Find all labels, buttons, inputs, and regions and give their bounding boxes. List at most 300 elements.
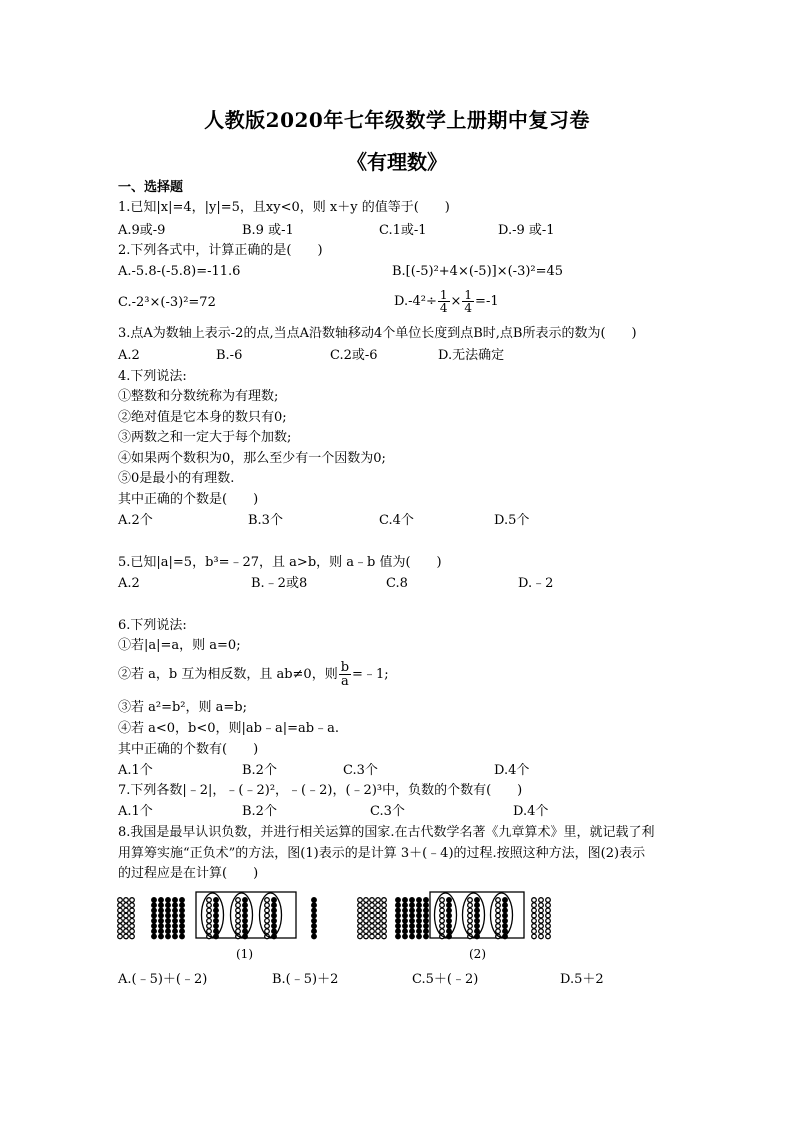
q8-option-a: A.(﹣5)＋(﹣2)	[118, 972, 208, 987]
black-rod-bead	[312, 913, 317, 918]
white-rod-bead	[532, 898, 537, 903]
black-rod-bead	[159, 924, 164, 929]
black-rod-bead	[312, 908, 317, 913]
white-rod-bead	[468, 929, 473, 934]
white-rod-bead	[539, 934, 544, 939]
q7-option-c: C.3个	[370, 804, 405, 819]
black-rod-bead	[475, 913, 480, 918]
white-rod-bead	[539, 898, 544, 903]
black-rod-bead	[166, 913, 171, 918]
fraction-denominator: 4	[439, 301, 448, 315]
q5-option-b: B.﹣2或8	[251, 576, 308, 591]
q4-option-c: C.4个	[379, 513, 414, 528]
white-rod-bead	[468, 908, 473, 913]
black-rod-bead	[180, 924, 185, 929]
question-7-stem: 7.下列各数|﹣2|，﹣(﹣2)²，﹣(﹣2)，(﹣2)³中，负数的个数有( )	[118, 783, 523, 798]
white-rod-bead	[382, 908, 387, 913]
figure-2-caption: (2)	[469, 947, 486, 961]
pairing-oval	[260, 893, 282, 937]
black-rod-bead	[403, 898, 408, 903]
white-rod-bead	[382, 934, 387, 939]
black-rod-bead	[312, 934, 317, 939]
white-rod-bead	[358, 913, 363, 918]
black-rod-bead	[396, 919, 401, 924]
black-rod-bead	[180, 908, 185, 913]
black-rod-bead	[272, 924, 277, 929]
black-rod-bead	[180, 919, 185, 924]
black-rod-bead	[396, 929, 401, 934]
white-rod-bead	[364, 924, 369, 929]
black-rod-bead	[159, 903, 164, 908]
q6-statement-3: ③若 a²=b²，则 a=b;	[118, 700, 247, 715]
black-rod-bead	[503, 924, 508, 929]
black-rod-bead	[403, 934, 408, 939]
white-rod-bead	[207, 929, 212, 934]
q2-option-c: C.-2³×(-3)²=72	[118, 295, 216, 310]
white-rod-bead	[546, 929, 551, 934]
black-rod-bead	[152, 898, 157, 903]
black-rod-bead	[447, 908, 452, 913]
white-rod-bead	[236, 913, 241, 918]
white-rod-bead	[364, 903, 369, 908]
white-rod-bead	[539, 924, 544, 929]
q4-statement-2: ②绝对值是它本身的数只有0;	[118, 410, 287, 425]
black-rod-bead	[475, 908, 480, 913]
fraction-numerator: b	[340, 660, 350, 675]
white-rod-bead	[358, 924, 363, 929]
white-rod-bead	[118, 929, 123, 934]
black-rod-bead	[312, 924, 317, 929]
white-rod-bead	[496, 913, 501, 918]
white-rod-bead	[376, 908, 381, 913]
black-rod-bead	[243, 919, 248, 924]
black-rod-bead	[410, 903, 415, 908]
white-rod-bead	[546, 898, 551, 903]
white-rod-bead	[546, 913, 551, 918]
q2-option-d-fraction-2	[462, 289, 474, 314]
black-rod-bead	[403, 903, 408, 908]
white-rod-bead	[358, 908, 363, 913]
question-5-stem: 5.已知|a|=5，b³=﹣27，且 a>b，则 a﹣b 值为( )	[118, 555, 442, 570]
white-rod-bead	[265, 898, 270, 903]
black-rod-bead	[396, 903, 401, 908]
black-rod-bead	[166, 934, 171, 939]
q3-option-d: D.无法确定	[438, 348, 505, 363]
white-rod-bead	[539, 908, 544, 913]
black-rod-bead	[417, 929, 422, 934]
white-rod-bead	[496, 908, 501, 913]
black-rod-bead	[410, 908, 415, 913]
q2-option-d-suffix: =-1	[475, 294, 499, 309]
fraction-numerator: 1	[439, 288, 448, 302]
white-rod-bead	[440, 908, 445, 913]
white-rod-bead	[207, 908, 212, 913]
white-rod-bead	[124, 903, 129, 908]
white-rod-bead	[118, 903, 123, 908]
white-rod-bead	[532, 929, 537, 934]
white-rod-bead	[546, 903, 551, 908]
q2-option-a: A.-5.8-(-5.8)=-11.6	[118, 264, 241, 279]
white-rod-bead	[130, 903, 135, 908]
white-rod-bead	[532, 924, 537, 929]
black-rod-bead	[475, 898, 480, 903]
pairing-oval	[491, 893, 513, 937]
fraction-denominator: a	[341, 674, 349, 689]
q6-statement-4: ④若 a<0，b<0，则|ab﹣a|=ab﹣a.	[118, 721, 339, 736]
q1-option-d: D.-9 或-1	[498, 223, 555, 238]
black-rod-bead	[272, 903, 277, 908]
counting-rods-figure-1	[114, 890, 334, 942]
black-rod-bead	[159, 898, 164, 903]
black-rod-bead	[180, 929, 185, 934]
white-rod-bead	[539, 903, 544, 908]
white-rod-bead	[207, 924, 212, 929]
white-rod-bead	[496, 929, 501, 934]
white-rod-bead	[440, 903, 445, 908]
black-rod-bead	[417, 913, 422, 918]
black-rod-bead	[214, 908, 219, 913]
q7-option-b: B.2个	[242, 804, 277, 819]
white-rod-bead	[532, 903, 537, 908]
white-rod-bead	[440, 924, 445, 929]
q1-option-c: C.1或-1	[379, 223, 427, 238]
black-rod-bead	[243, 908, 248, 913]
pairing-oval	[463, 893, 485, 937]
white-rod-bead	[496, 898, 501, 903]
q8-option-d: D.5＋2	[560, 972, 604, 987]
black-rod-bead	[159, 929, 164, 934]
black-rod-bead	[272, 929, 277, 934]
black-rod-bead	[396, 908, 401, 913]
black-rod-bead	[312, 898, 317, 903]
white-rod-bead	[539, 913, 544, 918]
pairing-oval	[202, 893, 224, 937]
white-rod-bead	[124, 929, 129, 934]
black-rod-bead	[272, 919, 277, 924]
white-rod-bead	[440, 898, 445, 903]
white-rod-bead	[358, 898, 363, 903]
figure-1-caption: (1)	[236, 947, 253, 961]
q6-statement-1: ①若|a|=a，则 a=0;	[118, 638, 241, 653]
white-rod-bead	[236, 908, 241, 913]
q3-option-a: A.2	[118, 348, 140, 363]
figure-2-rods	[358, 892, 551, 939]
black-rod-bead	[312, 929, 317, 934]
white-rod-bead	[382, 898, 387, 903]
black-rod-bead	[173, 913, 178, 918]
black-rod-bead	[410, 919, 415, 924]
black-rod-bead	[152, 934, 157, 939]
black-rod-bead	[410, 924, 415, 929]
black-rod-bead	[214, 913, 219, 918]
white-rod-bead	[440, 929, 445, 934]
black-rod-bead	[410, 913, 415, 918]
white-rod-bead	[265, 913, 270, 918]
pairing-oval	[231, 893, 253, 937]
white-rod-bead	[130, 934, 135, 939]
white-rod-bead	[124, 924, 129, 929]
white-rod-bead	[130, 924, 135, 929]
white-rod-bead	[358, 934, 363, 939]
black-rod-bead	[417, 908, 422, 913]
white-rod-bead	[376, 898, 381, 903]
black-rod-bead	[166, 919, 171, 924]
white-rod-bead	[265, 929, 270, 934]
q4-option-b: B.3个	[248, 513, 283, 528]
white-rod-bead	[118, 919, 123, 924]
white-rod-bead	[539, 929, 544, 934]
black-rod-bead	[180, 913, 185, 918]
white-rod-bead	[236, 924, 241, 929]
white-rod-bead	[468, 903, 473, 908]
white-rod-bead	[118, 913, 123, 918]
black-rod-bead	[166, 903, 171, 908]
page-title: 人教版2020年七年级数学上册期中复习卷	[204, 108, 590, 132]
question-8-line-3: 的过程应是在计算( )	[118, 866, 259, 881]
white-rod-bead	[370, 929, 375, 934]
white-rod-bead	[376, 924, 381, 929]
white-rod-bead	[468, 913, 473, 918]
q8-option-c: C.5＋(﹣2)	[412, 972, 479, 987]
white-rod-bead	[370, 903, 375, 908]
q1-option-b: B.9 或-1	[242, 223, 294, 238]
white-rod-bead	[370, 919, 375, 924]
black-rod-bead	[424, 898, 429, 903]
black-rod-bead	[410, 934, 415, 939]
white-rod-bead	[130, 913, 135, 918]
white-rod-bead	[118, 908, 123, 913]
white-rod-bead	[496, 919, 501, 924]
white-rod-bead	[376, 903, 381, 908]
q2-option-b: B.[(-5)²+4×(-5)]×(-3)²=45	[392, 264, 564, 279]
white-rod-bead	[440, 913, 445, 918]
q2-option-d	[394, 287, 499, 317]
white-rod-bead	[532, 913, 537, 918]
black-rod-bead	[403, 913, 408, 918]
white-rod-bead	[539, 919, 544, 924]
black-rod-bead	[166, 924, 171, 929]
white-rod-bead	[532, 919, 537, 924]
black-rod-bead	[214, 929, 219, 934]
q5-option-a: A.2	[118, 576, 140, 591]
white-rod-bead	[468, 898, 473, 903]
black-rod-bead	[447, 919, 452, 924]
white-rod-bead	[364, 919, 369, 924]
question-2-stem: 2.下列各式中，计算正确的是( )	[118, 243, 323, 258]
white-rod-bead	[376, 929, 381, 934]
black-rod-bead	[396, 898, 401, 903]
white-rod-bead	[370, 913, 375, 918]
black-rod-bead	[159, 919, 164, 924]
black-rod-bead	[417, 934, 422, 939]
black-rod-bead	[214, 903, 219, 908]
q6-option-a: A.1个	[118, 763, 153, 778]
white-rod-bead	[468, 919, 473, 924]
white-rod-bead	[364, 908, 369, 913]
q4-statement-4: ④如果两个数积为0，那么至少有一个因数为0;	[118, 451, 386, 466]
white-rod-bead	[370, 934, 375, 939]
black-rod-bead	[312, 919, 317, 924]
white-rod-bead	[265, 903, 270, 908]
q4-statement-3: ③两数之和一定大于每个加数;	[118, 430, 292, 445]
q3-option-c: C.2或-6	[330, 348, 378, 363]
black-rod-bead	[503, 903, 508, 908]
white-rod-bead	[236, 903, 241, 908]
black-rod-bead	[396, 934, 401, 939]
q1-option-a: A.9或-9	[118, 223, 166, 238]
black-rod-bead	[159, 934, 164, 939]
black-rod-bead	[312, 903, 317, 908]
page-subtitle: 《有理数》	[347, 150, 447, 174]
white-rod-bead	[130, 929, 135, 934]
q6-option-b: B.2个	[242, 763, 277, 778]
black-rod-bead	[243, 913, 248, 918]
white-rod-bead	[376, 913, 381, 918]
q2-option-d-prefix: D.-4²÷	[394, 294, 437, 309]
black-rod-bead	[214, 924, 219, 929]
white-rod-bead	[376, 934, 381, 939]
black-rod-bead	[152, 924, 157, 929]
black-rod-bead	[152, 908, 157, 913]
black-rod-bead	[159, 908, 164, 913]
black-rod-bead	[417, 903, 422, 908]
black-rod-bead	[424, 919, 429, 924]
q6-statement-2-suffix: =﹣1;	[352, 667, 389, 682]
black-rod-bead	[447, 903, 452, 908]
black-rod-bead	[173, 929, 178, 934]
black-rod-bead	[152, 903, 157, 908]
q8-option-b: B.(﹣5)＋2	[272, 972, 339, 987]
black-rod-bead	[180, 898, 185, 903]
white-rod-bead	[265, 919, 270, 924]
white-rod-bead	[358, 929, 363, 934]
black-rod-bead	[403, 924, 408, 929]
black-rod-bead	[214, 898, 219, 903]
question-6-stem: 6.下列说法:	[118, 618, 187, 633]
white-rod-bead	[546, 919, 551, 924]
white-rod-bead	[207, 898, 212, 903]
counting-rods-figure-2	[354, 890, 560, 942]
black-rod-bead	[447, 898, 452, 903]
white-rod-bead	[130, 908, 135, 913]
white-rod-bead	[376, 919, 381, 924]
q3-option-b: B.-6	[216, 348, 243, 363]
white-rod-bead	[118, 924, 123, 929]
q4-option-a: A.2个	[118, 513, 153, 528]
black-rod-bead	[214, 919, 219, 924]
black-rod-bead	[173, 903, 178, 908]
white-rod-bead	[468, 924, 473, 929]
black-rod-bead	[272, 898, 277, 903]
white-rod-bead	[546, 924, 551, 929]
black-rod-bead	[503, 929, 508, 934]
white-rod-bead	[496, 903, 501, 908]
white-rod-bead	[265, 908, 270, 913]
white-rod-bead	[124, 908, 129, 913]
black-rod-bead	[503, 913, 508, 918]
black-rod-bead	[243, 898, 248, 903]
black-rod-bead	[447, 913, 452, 918]
white-rod-bead	[130, 919, 135, 924]
black-rod-bead	[180, 934, 185, 939]
black-rod-bead	[475, 919, 480, 924]
fraction-denominator: 4	[464, 301, 473, 315]
white-rod-bead	[532, 934, 537, 939]
black-rod-bead	[410, 898, 415, 903]
black-rod-bead	[417, 924, 422, 929]
q7-option-a: A.1个	[118, 804, 153, 819]
question-3-stem: 3.点A为数轴上表示-2的点,当点A沿数轴移动4个单位长度到点B时,点B所表示的数为( )	[118, 326, 637, 341]
white-rod-bead	[124, 898, 129, 903]
white-rod-bead	[207, 919, 212, 924]
white-rod-bead	[382, 929, 387, 934]
q4-question: 其中正确的个数是( )	[118, 492, 259, 507]
q2-option-d-operator: ×	[450, 294, 462, 309]
black-rod-bead	[173, 919, 178, 924]
white-rod-bead	[118, 898, 123, 903]
q6-statement-2-prefix: ②若 a，b 互为相反数，且 ab≠0，则	[118, 667, 338, 682]
black-rod-bead	[173, 898, 178, 903]
black-rod-bead	[503, 919, 508, 924]
q5-option-d: D.﹣2	[518, 576, 554, 591]
white-rod-bead	[382, 903, 387, 908]
black-rod-bead	[424, 929, 429, 934]
black-rod-bead	[475, 929, 480, 934]
black-rod-bead	[173, 924, 178, 929]
black-rod-bead	[403, 908, 408, 913]
q6-statement-2	[118, 660, 389, 690]
black-rod-bead	[272, 913, 277, 918]
black-rod-bead	[152, 913, 157, 918]
black-rod-bead	[173, 908, 178, 913]
q2-option-d-fraction-1	[438, 289, 450, 314]
black-rod-bead	[424, 908, 429, 913]
black-rod-bead	[403, 929, 408, 934]
question-1-stem: 1.已知|x|=4，|y|=5，且xy<0，则 x＋y 的值等于( )	[118, 200, 450, 215]
white-rod-bead	[207, 913, 212, 918]
q7-option-d: D.4个	[513, 804, 549, 819]
black-rod-bead	[272, 908, 277, 913]
white-rod-bead	[124, 919, 129, 924]
question-4-stem: 4.下列说法:	[118, 369, 187, 384]
black-rod-bead	[424, 913, 429, 918]
black-rod-bead	[180, 903, 185, 908]
white-rod-bead	[118, 934, 123, 939]
black-rod-bead	[243, 929, 248, 934]
white-rod-bead	[358, 919, 363, 924]
white-rod-bead	[370, 908, 375, 913]
q6-fraction-b-over-a	[339, 661, 351, 688]
black-rod-bead	[243, 903, 248, 908]
white-rod-bead	[532, 908, 537, 913]
white-rod-bead	[382, 919, 387, 924]
white-rod-bead	[207, 903, 212, 908]
pairing-oval	[435, 893, 457, 937]
white-rod-bead	[382, 913, 387, 918]
white-rod-bead	[440, 919, 445, 924]
white-rod-bead	[364, 898, 369, 903]
q6-option-c: C.3个	[343, 763, 378, 778]
figure-1-rods	[118, 892, 317, 939]
black-rod-bead	[447, 929, 452, 934]
q4-statement-1: ①整数和分数统称为有理数;	[118, 389, 279, 404]
q4-statement-5: ⑤0是最小的有理数.	[118, 471, 235, 486]
section-heading: 一、选择题	[118, 180, 184, 195]
white-rod-bead	[496, 924, 501, 929]
white-rod-bead	[546, 908, 551, 913]
black-rod-bead	[475, 903, 480, 908]
white-rod-bead	[364, 934, 369, 939]
